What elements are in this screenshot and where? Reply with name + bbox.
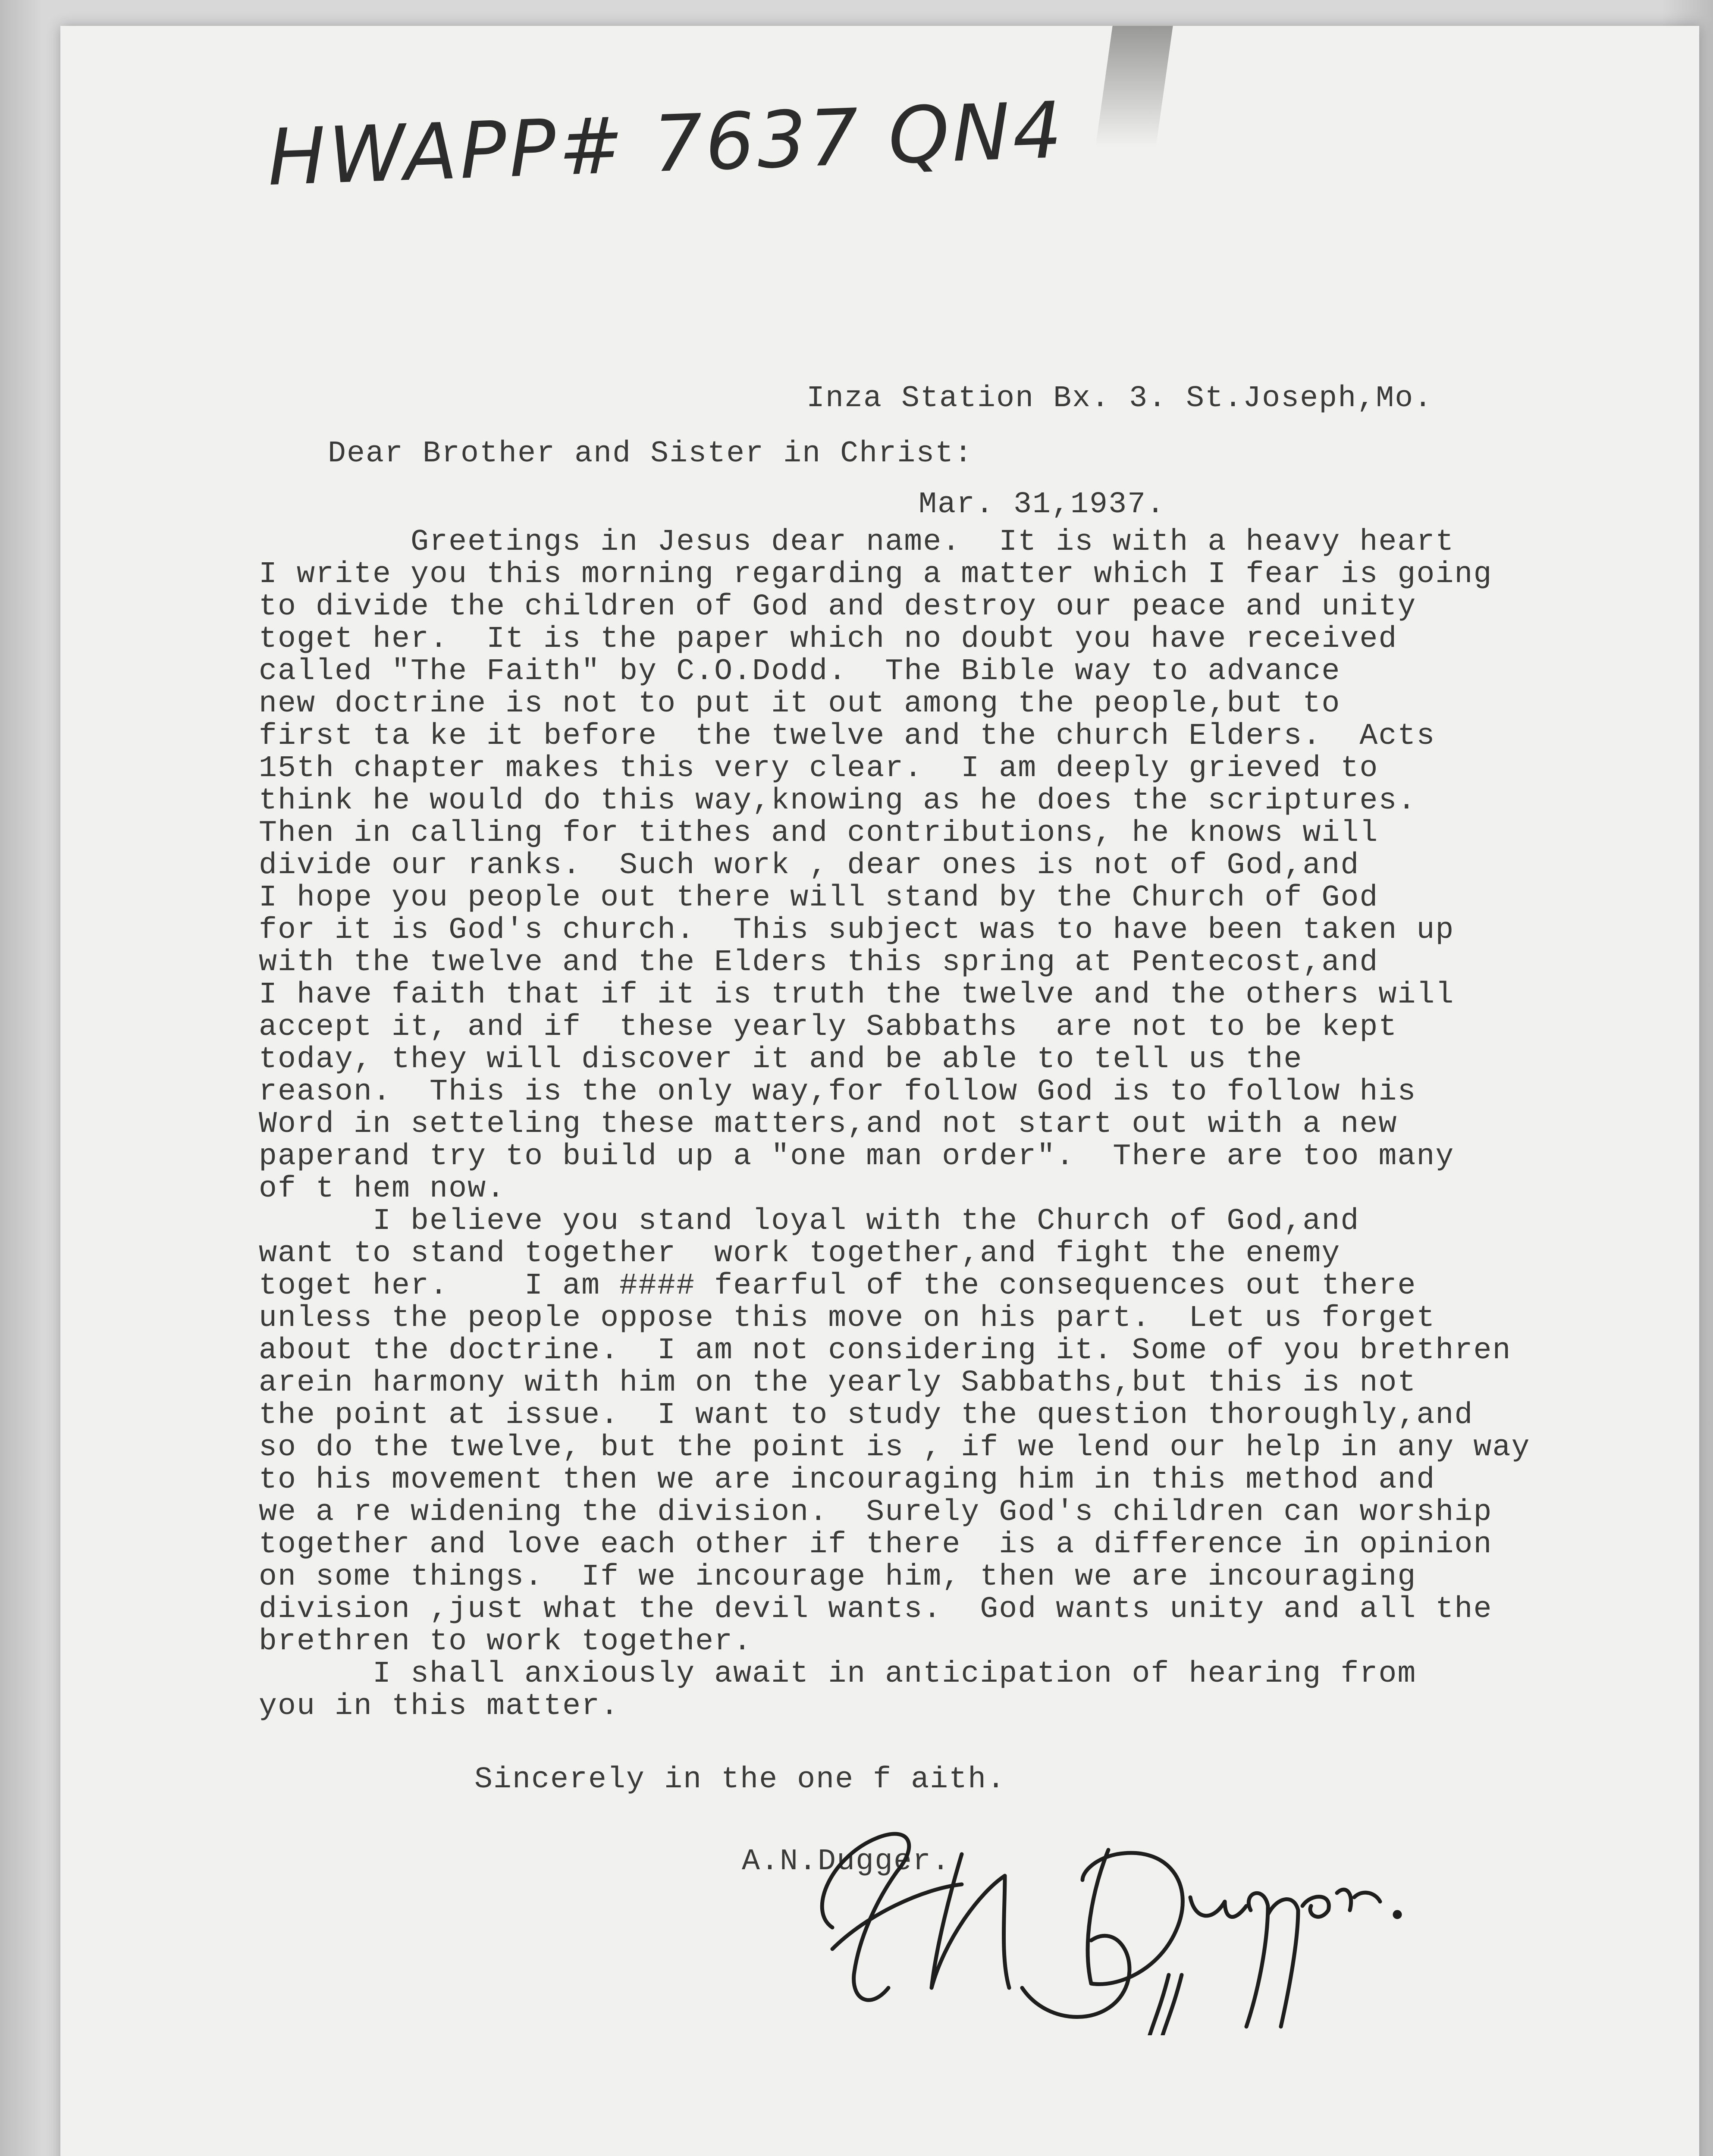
typed-signature-name: A.N.Dugger. [742,1845,951,1879]
salutation: Dear Brother and Sister in Christ: [328,437,973,471]
paper-smudge [1095,26,1173,147]
letter-page [60,26,1699,2156]
address-line-1: Inza Station Bx. 3. St.Joseph,Mo. [806,382,1433,416]
handwritten-archive-id: HWAPP# 7637 QN4 [266,85,1066,204]
address-date: Mar. 31,1937. [919,488,1166,522]
letter-body: Greetings in Jesus dear name. It is with a heavy heart I write you this morning regarding a matter which I fear is going to divide the children of God and destroy our peace and unity toget her. It is the paper which no doubt you have received called "The Faith" by C.O.Dodd. The Bible way to advance new doctrine is not to put it out among the people,but to first ta ke it before the twelve and the church Elders. Acts 15th chapter makes this very clear. I am deeply grieved to think he would do this way,knowing as he does the scriptures. Then in calling for tithes and contributions, he knows will divide our ranks. Such work , dear ones is not of God,and I hope you people out there will stand by the Church of God for it is God's church. This subject was to have been taken up with the twelve and the Elders this spring at Pentecost,and I have faith that if it is truth the twelve and the others will accept it, and if these yearly Sabbaths are not to be kept today, they will discover it and be able to tell us the reason. This is the only way,for follow God is to follow his Word in setteling these matters,and not start out with a new paperand try to build up a "one man order". There are too many of t hem now. I believe you stand loyal with the Church of God,and want to stand together work together,and fight the enemy toget her. I am #### fearful of the consequences out there unless the people oppose this move on his part. Let us forget about the doctrine. I am not considering it. Some of you brethren arein harmony with him on the yearly Sabbaths,but this is not the point at issue. I want to study the question thoroughly,and so do the twelve, but the point is , if we lend our help in any way to his movement then we are incouraging him in this method and we a re widening the division. Surely God's children can worship together and love each other if there is a difference in opinion on some things. If we incourage him, then we are incouraging division ,just what the devil wants. God wants unity and all the brethren to work together. I shall anxiously await in anticipation of hearing from you in this matter. [259,525,1531,1724]
closing-line: Sincerely in the one f aith. [474,1763,1006,1797]
handwritten-signature [781,1785,1428,2035]
